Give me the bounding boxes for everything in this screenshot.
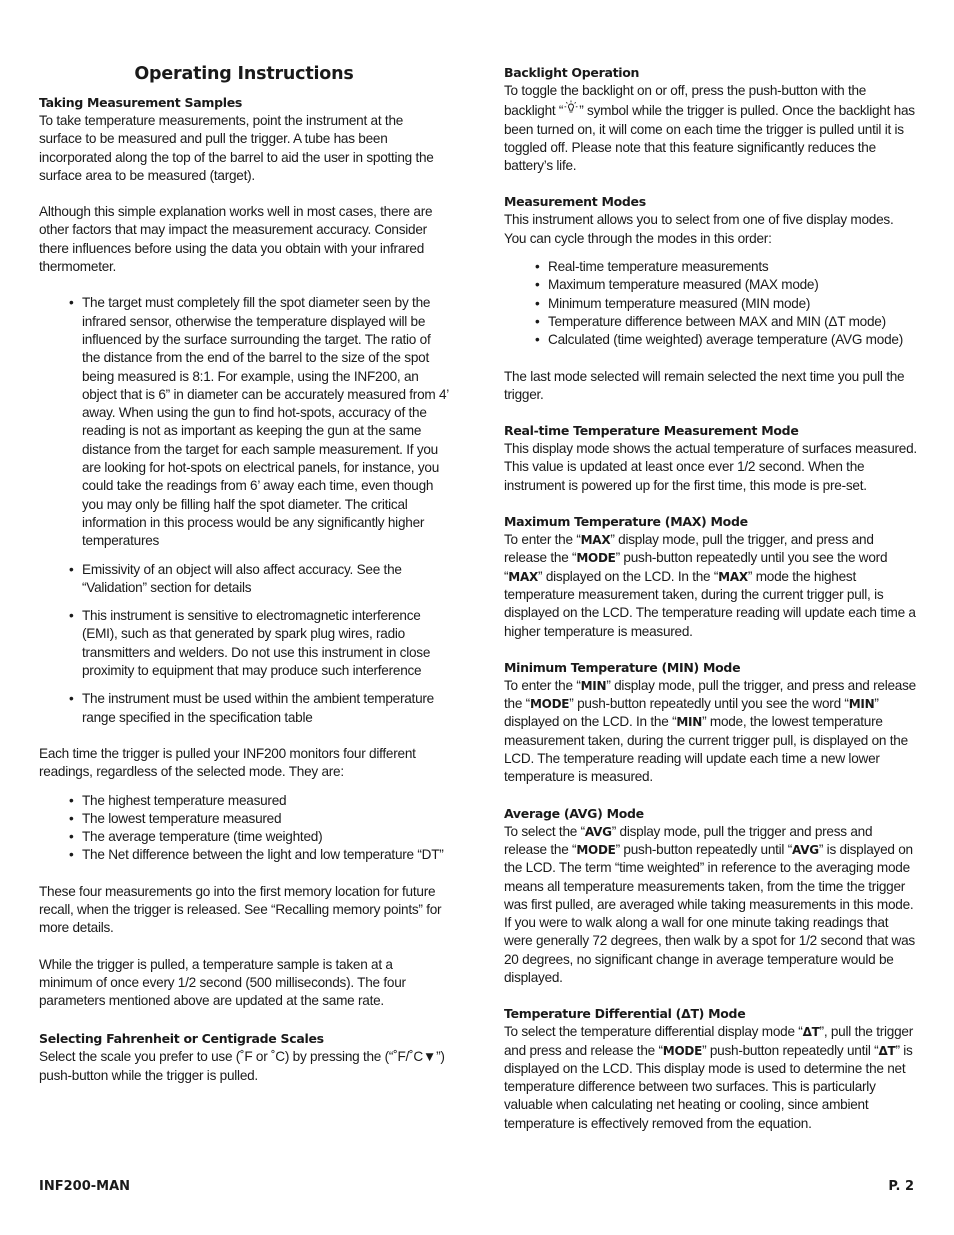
section-heading-avg: Average (AVG) Mode [504,805,644,821]
backlight-paragraph: To toggle the backlight on or off, press the push-button with the backlight “ ” symbol while the trigger is pulled. Once the backlight has been turned on, it will come on each time the trigger is pulled until it is toggled off. Please note that this feature significantly reduces the battery’s life. [504,83,915,174]
page-title: Operating Instructions [134,64,354,84]
document-id: INF200-MAN [39,1179,131,1194]
list-item: • Calculated (time weighted) average temperature (AVG mode) [535,331,918,349]
min-paragraph: To enter the “MIN” display mode, pull the trigger, and press and release the “MODE” push-button repeatedly until you see the word “MIN” displayed on the LCD. In the “MIN” mode, the lowest temperature measurement taken, during the current trigger pull, is displayed on the LCD. The temperature reading will update each time a new lower temperature is measured. [504,677,916,785]
taking-paragraph-2: Although this simple explanation works well in most cases, there are other factors that may impact the measurement accuracy. Consider there influences before using the data you obtain with your infrared thermometer. [39,204,433,275]
section-heading-max: Maximum Temperature (MAX) Mode [504,514,748,530]
last-mode-paragraph: The last mode selected will remain selected the next time you pull the trigger. [504,368,905,402]
modes-paragraph: This instrument allows you to select from one of five display modes. You can cycle through the modes in this order: [504,212,894,246]
readings-list [39,792,449,865]
section-heading-backlight: Backlight Operation [504,65,640,80]
avg-paragraph: To select the “AVG” display mode, pull the trigger and press and release the “MODE” push-button repeatedly until “AVG” is displayed on the LCD. The term “time weighted” in reference to the averaging mode means all temperature measurements taken, from the time the trigger was first pulled, are averaged while taking measurements in this mode. If you were to walk along a wall for one minute taking readings that were generally 72 degrees, then walk by a spot for 1/2 second that was 20 degrees, no significant change in average temperature would be displayed. [504,823,915,985]
list-item: • Minimum temperature measured (MIN mode) [535,295,918,313]
lightbulb-icon [563,100,579,120]
list-item: • The average temperature (time weighted) [69,828,449,846]
list-item: • This instrument is sensitive to electromagnetic interference (EMI), such as that generated by spark plug wires, radio transmitters and welders. Do not use this instrument in close proximity to equipment that may produce such interference [69,607,449,680]
list-item: • Real-time temperature measurements [535,258,918,276]
memory-paragraph: These four measurements go into the first memory location for future recall, when the trigger is released. See “Recalling memory points” for more details. [39,883,442,936]
modes-list [504,258,918,349]
section-heading-taking-samples: Taking Measurement Samples [39,95,243,110]
dt-paragraph: To select the temperature differential display mode “ΔT”, pull the trigger and press and release the “MODE” push-button repeatedly until “ΔT” is displayed on the LCD. This display mode is used to determine the net temperature difference between two surfaces. This is particularly valuable when calculating net heating or cooling, since ambient temperature is effectively removed from the equation. [504,1024,914,1131]
readings-intro: Each time the trigger is pulled your INF200 monitors four different readings, regardless of the selected mode. They are: [39,745,416,780]
section-heading-realtime: Real-time Temperature Measurement Mode [504,423,799,439]
page-number: P. 2 [888,1179,914,1194]
list-item: • The instrument must be used within the ambient temperature range specified in the specification table [69,690,449,727]
list-item: • The target must completely fill the spot diameter seen by the infrared sensor, otherwise the temperature displayed will be influenced by the surface surrounding the target. The ratio of the distance from the end of the barrel to the size of the spot being measured is 8:1. For example, using the INF200, an object that is 6” in diameter can be accurately measured from 4’ away. When using the gun to find hot-spots, accuracy of the reading is not as important as keeping the gun at the same distance from the target for each sample measurement. If you are looking for hot-spots on electrical panels, for instance, you could take the readings from 6’ away each time, even though you may only be filling half the spot diameter. The critical information in this process would be any significantly higher temperatures [69,294,449,550]
scale-paragraph: Select the scale you prefer to use (˚F or ˚C) by pressing the (“˚F/˚C▼”) push-button while the trigger is pulled. [39,1049,445,1083]
taking-paragraph-1: To take temperature measurements, point the instrument at the surface to be measured and pull the trigger. A tube has been incorporated along the top of the barrel to aid the user in spotting the surface area to be measured (target). [39,113,434,183]
section-heading-dt: Temperature Differential (ΔT) Mode [504,1006,746,1022]
list-item: • Maximum temperature measured (MAX mode) [535,276,918,294]
sample-rate-paragraph: While the trigger is pulled, a temperature sample is taken at a minimum of once every 1/2 second (500 milliseconds). The four parameters mentioned above are updated at the same rate. [39,956,406,1009]
list-item: • The Net difference between the light and low temperature “DT” [69,846,449,864]
left-column [39,64,449,1103]
list-item: • Emissivity of an object will also affect accuracy. See the “Validation” section for details [69,561,449,598]
section-heading-modes: Measurement Modes [504,194,646,210]
list-item: • The highest temperature measured [69,792,449,810]
realtime-paragraph: This display mode shows the actual temperature of surfaces measured. This value is updated at least once ever 1/2 second. When the instrument is powered up for the first time, this mode is pre-set. [504,441,917,493]
right-column [504,64,918,1151]
max-paragraph: To enter the “MAX” display mode, pull the trigger, and press and release the “MODE” push-button repeatedly until you see the word “MAX” displayed on the LCD. In the “MAX” mode the highest temperature measurement taken, during the current trigger pull, is displayed on the LCD. The temperature reading will update each time a higher temperature is measured. [504,532,916,639]
section-heading-min: Minimum Temperature (MIN) Mode [504,659,741,675]
section-heading-scales: Selecting Fahrenheit or Centigrade Scales [39,1031,324,1047]
list-item: • Temperature difference between MAX and MIN (ΔT mode) [535,313,918,331]
list-item: • The lowest temperature measured [69,810,449,828]
factors-list [39,294,449,727]
